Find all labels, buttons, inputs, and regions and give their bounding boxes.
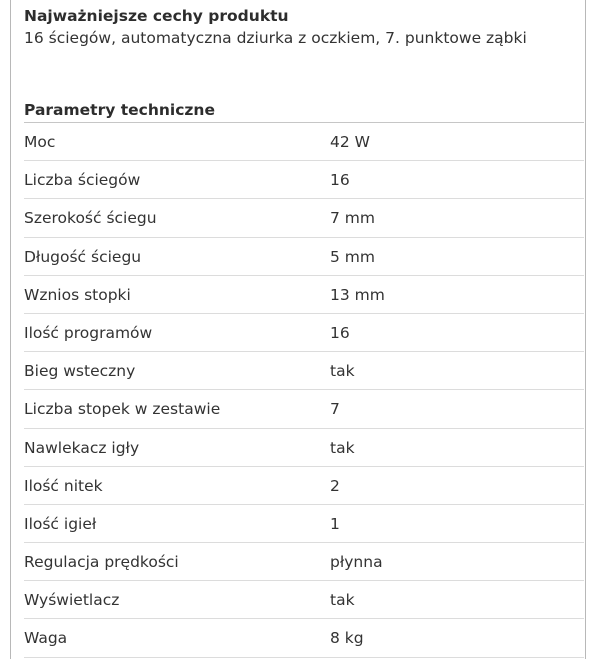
param-value: 42 W: [330, 133, 370, 151]
param-row-stitch-width: [24, 199, 584, 237]
param-row-presser-foot-lift: [24, 276, 584, 314]
param-name: Waga: [24, 629, 68, 648]
param-value: 16: [330, 323, 350, 342]
param-row-reverse: [24, 352, 584, 390]
product-details-panel: [10, 0, 586, 659]
param-row-thread-count: [24, 467, 584, 505]
param-row-display: [24, 581, 584, 619]
param-value: płynna: [330, 553, 383, 572]
param-name: Bieg wsteczny: [24, 362, 136, 381]
param-name: Szerokość ściegu: [24, 209, 157, 228]
key-features-section: [24, 6, 584, 49]
param-name: Ilość nitek: [24, 476, 103, 495]
param-row-weight: [24, 619, 584, 657]
param-value: 13 mm: [330, 285, 385, 304]
technical-parameters-section: [24, 100, 584, 658]
param-value: tak: [330, 362, 355, 381]
param-value: 2: [330, 476, 340, 495]
param-row-speed-control: [24, 543, 584, 581]
param-row-stitch-length: [24, 238, 584, 276]
param-value: tak: [330, 438, 355, 457]
param-value: 16: [330, 171, 350, 190]
param-name: Regulacja prędkości: [24, 553, 179, 572]
param-row-needle-count: [24, 505, 584, 543]
param-name: Liczba ściegów: [24, 171, 141, 190]
param-row-needle-threader: [24, 429, 584, 467]
param-name: Ilość igieł: [24, 514, 97, 533]
param-row-stitch-count: [24, 161, 584, 199]
param-name: Liczba stopek w zestawie: [24, 400, 221, 419]
param-name: Wyświetlacz: [24, 591, 120, 610]
param-value: 1: [330, 514, 340, 533]
param-name: Ilość programów: [24, 323, 153, 342]
param-value: tak: [330, 591, 355, 610]
param-value: 7: [330, 400, 340, 419]
param-value: 8 kg: [330, 629, 364, 648]
technical-parameters-heading: Parametry techniczne: [24, 100, 584, 123]
param-value: 7 mm: [330, 209, 375, 228]
param-value: 5 mm: [330, 247, 375, 266]
param-name: Wznios stopki: [24, 285, 131, 304]
param-row-program-count: [24, 314, 584, 352]
key-features-heading: Najważniejsze cechy produktu: [24, 7, 289, 25]
param-row-feet-included: [24, 390, 584, 428]
param-name: Nawlekacz igły: [24, 438, 140, 457]
param-name: Długość ściegu: [24, 247, 142, 266]
key-features-text: 16 ściegów, automatyczna dziurka z oczkiem, 7. punktowe ząbki: [24, 29, 527, 47]
param-name: Moc: [24, 133, 56, 151]
param-row-power: [24, 123, 584, 161]
